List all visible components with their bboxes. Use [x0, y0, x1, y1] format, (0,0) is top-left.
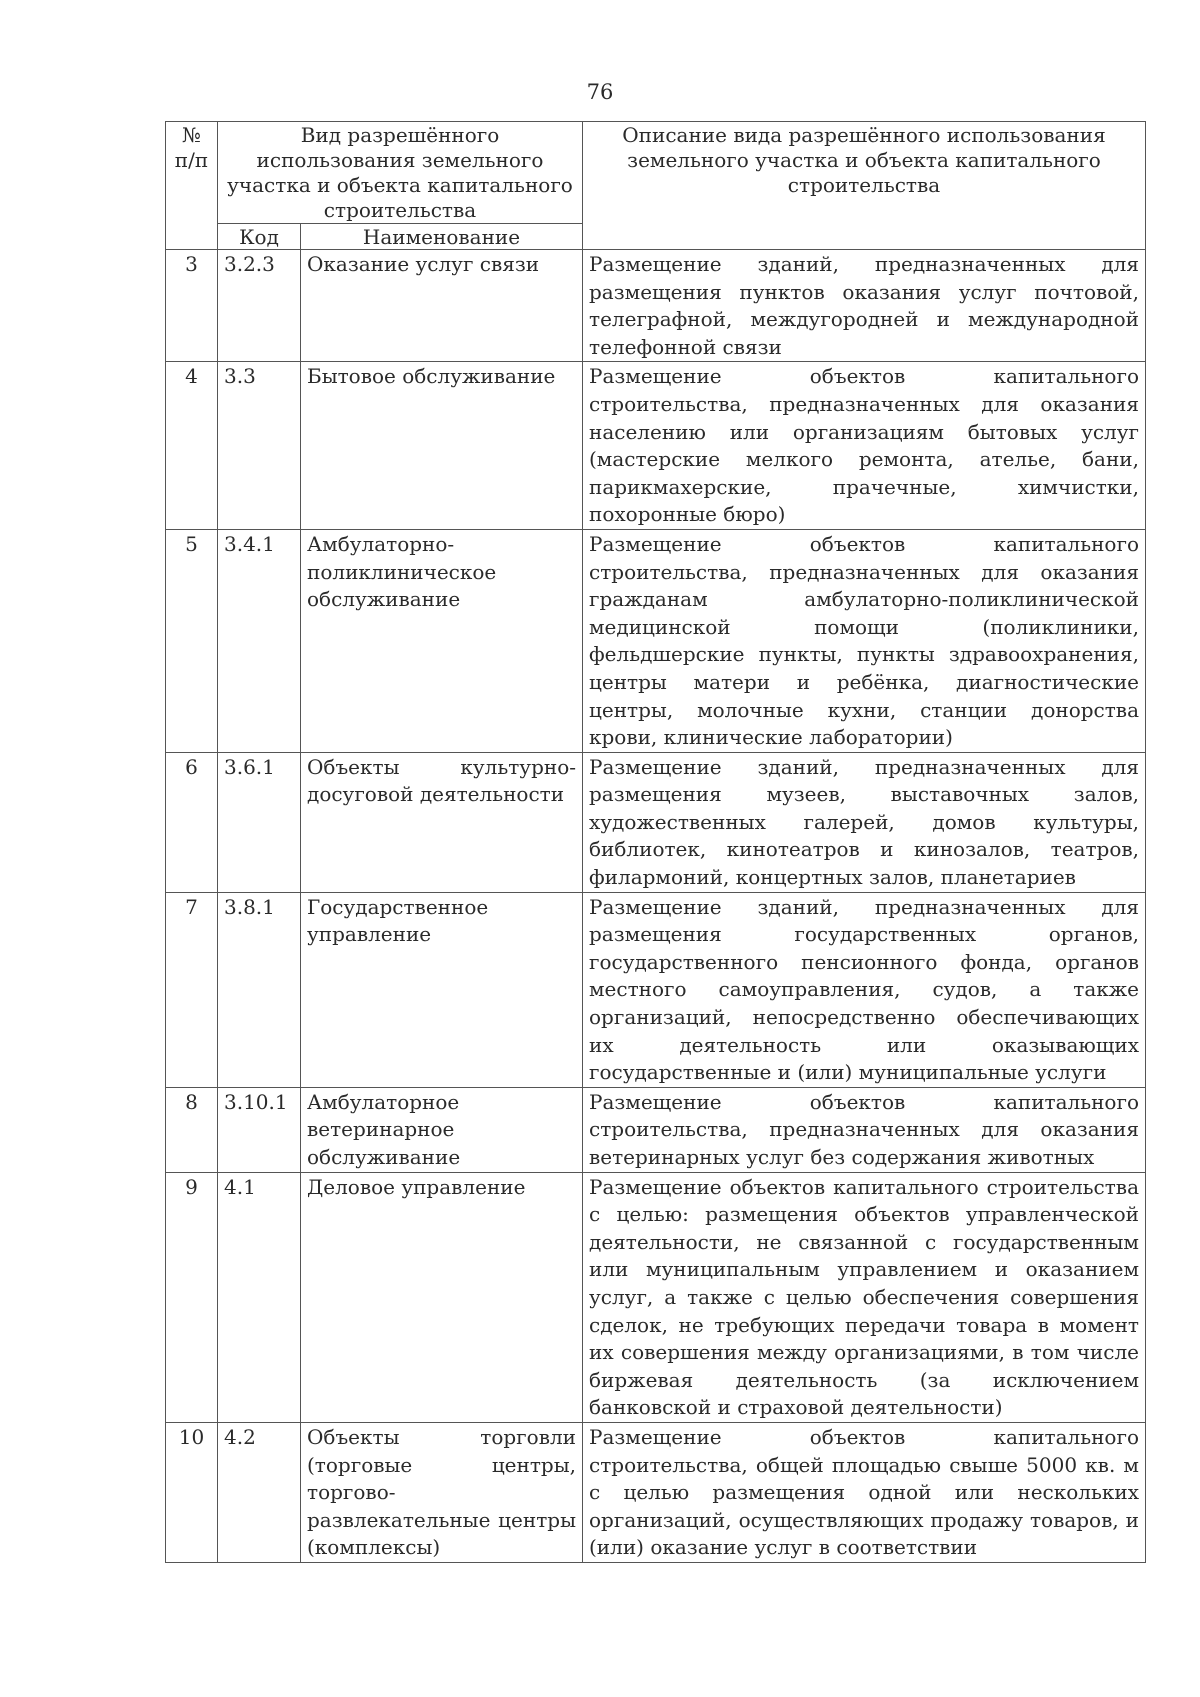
row-description: Размещение объектов капитального строительства, предназначенных для оказания ветеринарных услуг без содержания животных: [583, 1087, 1146, 1172]
header-row: [166, 122, 1146, 224]
header-num: № п/п: [166, 122, 218, 250]
row-code: 3.2.3: [218, 250, 301, 362]
row-name: Объекты культурно-досуговой деятельности: [301, 752, 583, 892]
row-description: Размещение объектов капитального строительства, предназначенных для оказания гражданам амбулаторно-поликлинической медицинской помощи (поликлиники, фельдшерские пункты, пункты здравоохранения, центры матери и ребёнка, диагностические центры, молочные кухни, станции донорства крови, клинические лаборатории): [583, 529, 1146, 752]
row-name: Амбулаторное ветеринарное обслуживание: [301, 1087, 583, 1172]
row-number: 7: [166, 892, 218, 1087]
row-description: Размещение зданий, предназначенных для размещения пунктов оказания услуг почтовой, телеграфной, междугородней и международной телефонной связи: [583, 250, 1146, 362]
header-name: Наименование: [301, 224, 583, 250]
row-name: Государственное управление: [301, 892, 583, 1087]
table-row: [166, 1422, 1146, 1562]
row-code: 3.3: [218, 362, 301, 530]
row-name: Бытовое обслуживание: [301, 362, 583, 530]
land-use-table: [165, 121, 1146, 1563]
row-name: Деловое управление: [301, 1172, 583, 1422]
row-description: Размещение зданий, предназначенных для размещения государственных органов, государственного пенсионного фонда, органов местного самоуправления, судов, а также организаций, непосредственно обеспечивающих их деятельность или оказывающих государственные и (или) муниципальные услуги: [583, 892, 1146, 1087]
table-row: [166, 752, 1146, 892]
header-desc: Описание вида разрешённого использования земельного участка и объекта капитального строительства: [583, 122, 1146, 250]
row-number: 8: [166, 1087, 218, 1172]
row-code: 3.8.1: [218, 892, 301, 1087]
row-number: 6: [166, 752, 218, 892]
row-description: Размещение объектов капитального строительства с целью: размещения объектов управленческой деятельности, не связанной с государственным или муниципальным управлением и оказанием услуг, а также с целью обеспечения совершения сделок, не требующих передачи товара в момент их совершения между организациями, в том числе биржевая деятельность (за исключением банковской и страховой деятельности): [583, 1172, 1146, 1422]
row-number: 4: [166, 362, 218, 530]
row-number: 9: [166, 1172, 218, 1422]
row-code: 4.2: [218, 1422, 301, 1562]
row-code: 3.10.1: [218, 1087, 301, 1172]
row-name: Амбулаторно-поликлиническое обслуживание: [301, 529, 583, 752]
row-number: 5: [166, 529, 218, 752]
header-code: Код: [218, 224, 301, 250]
table-row: [166, 1087, 1146, 1172]
row-description: Размещение зданий, предназначенных для размещения музеев, выставочных залов, художественных галерей, домов культуры, библиотек, кинотеатров и кинозалов, театров, филармоний, концертных залов, планетариев: [583, 752, 1146, 892]
row-number: 10: [166, 1422, 218, 1562]
row-code: 3.4.1: [218, 529, 301, 752]
table-row: [166, 529, 1146, 752]
row-name: Объекты торговли (торговые центры, торгово-развлекательные центры (комплексы): [301, 1422, 583, 1562]
table-row: [166, 1172, 1146, 1422]
table-row: [166, 250, 1146, 362]
table-row: [166, 362, 1146, 530]
row-description: Размещение объектов капитального строительства, общей площадью свыше 5000 кв. м с целью размещения одной или нескольких организаций, осуществляющих продажу товаров, и (или) оказание услуг в соответствии: [583, 1422, 1146, 1562]
row-number: 3: [166, 250, 218, 362]
row-code: 4.1: [218, 1172, 301, 1422]
page-number: 76: [586, 80, 614, 104]
row-description: Размещение объектов капитального строительства, предназначенных для оказания населению или организациям бытовых услуг (мастерские мелкого ремонта, ателье, бани, парикмахерские, прачечные, химчистки, похоронные бюро): [583, 362, 1146, 530]
row-name: Оказание услуг связи: [301, 250, 583, 362]
row-code: 3.6.1: [218, 752, 301, 892]
table-row: [166, 892, 1146, 1087]
header-group: Вид разрешённого использования земельного участка и объекта капитального строительства: [218, 122, 583, 224]
